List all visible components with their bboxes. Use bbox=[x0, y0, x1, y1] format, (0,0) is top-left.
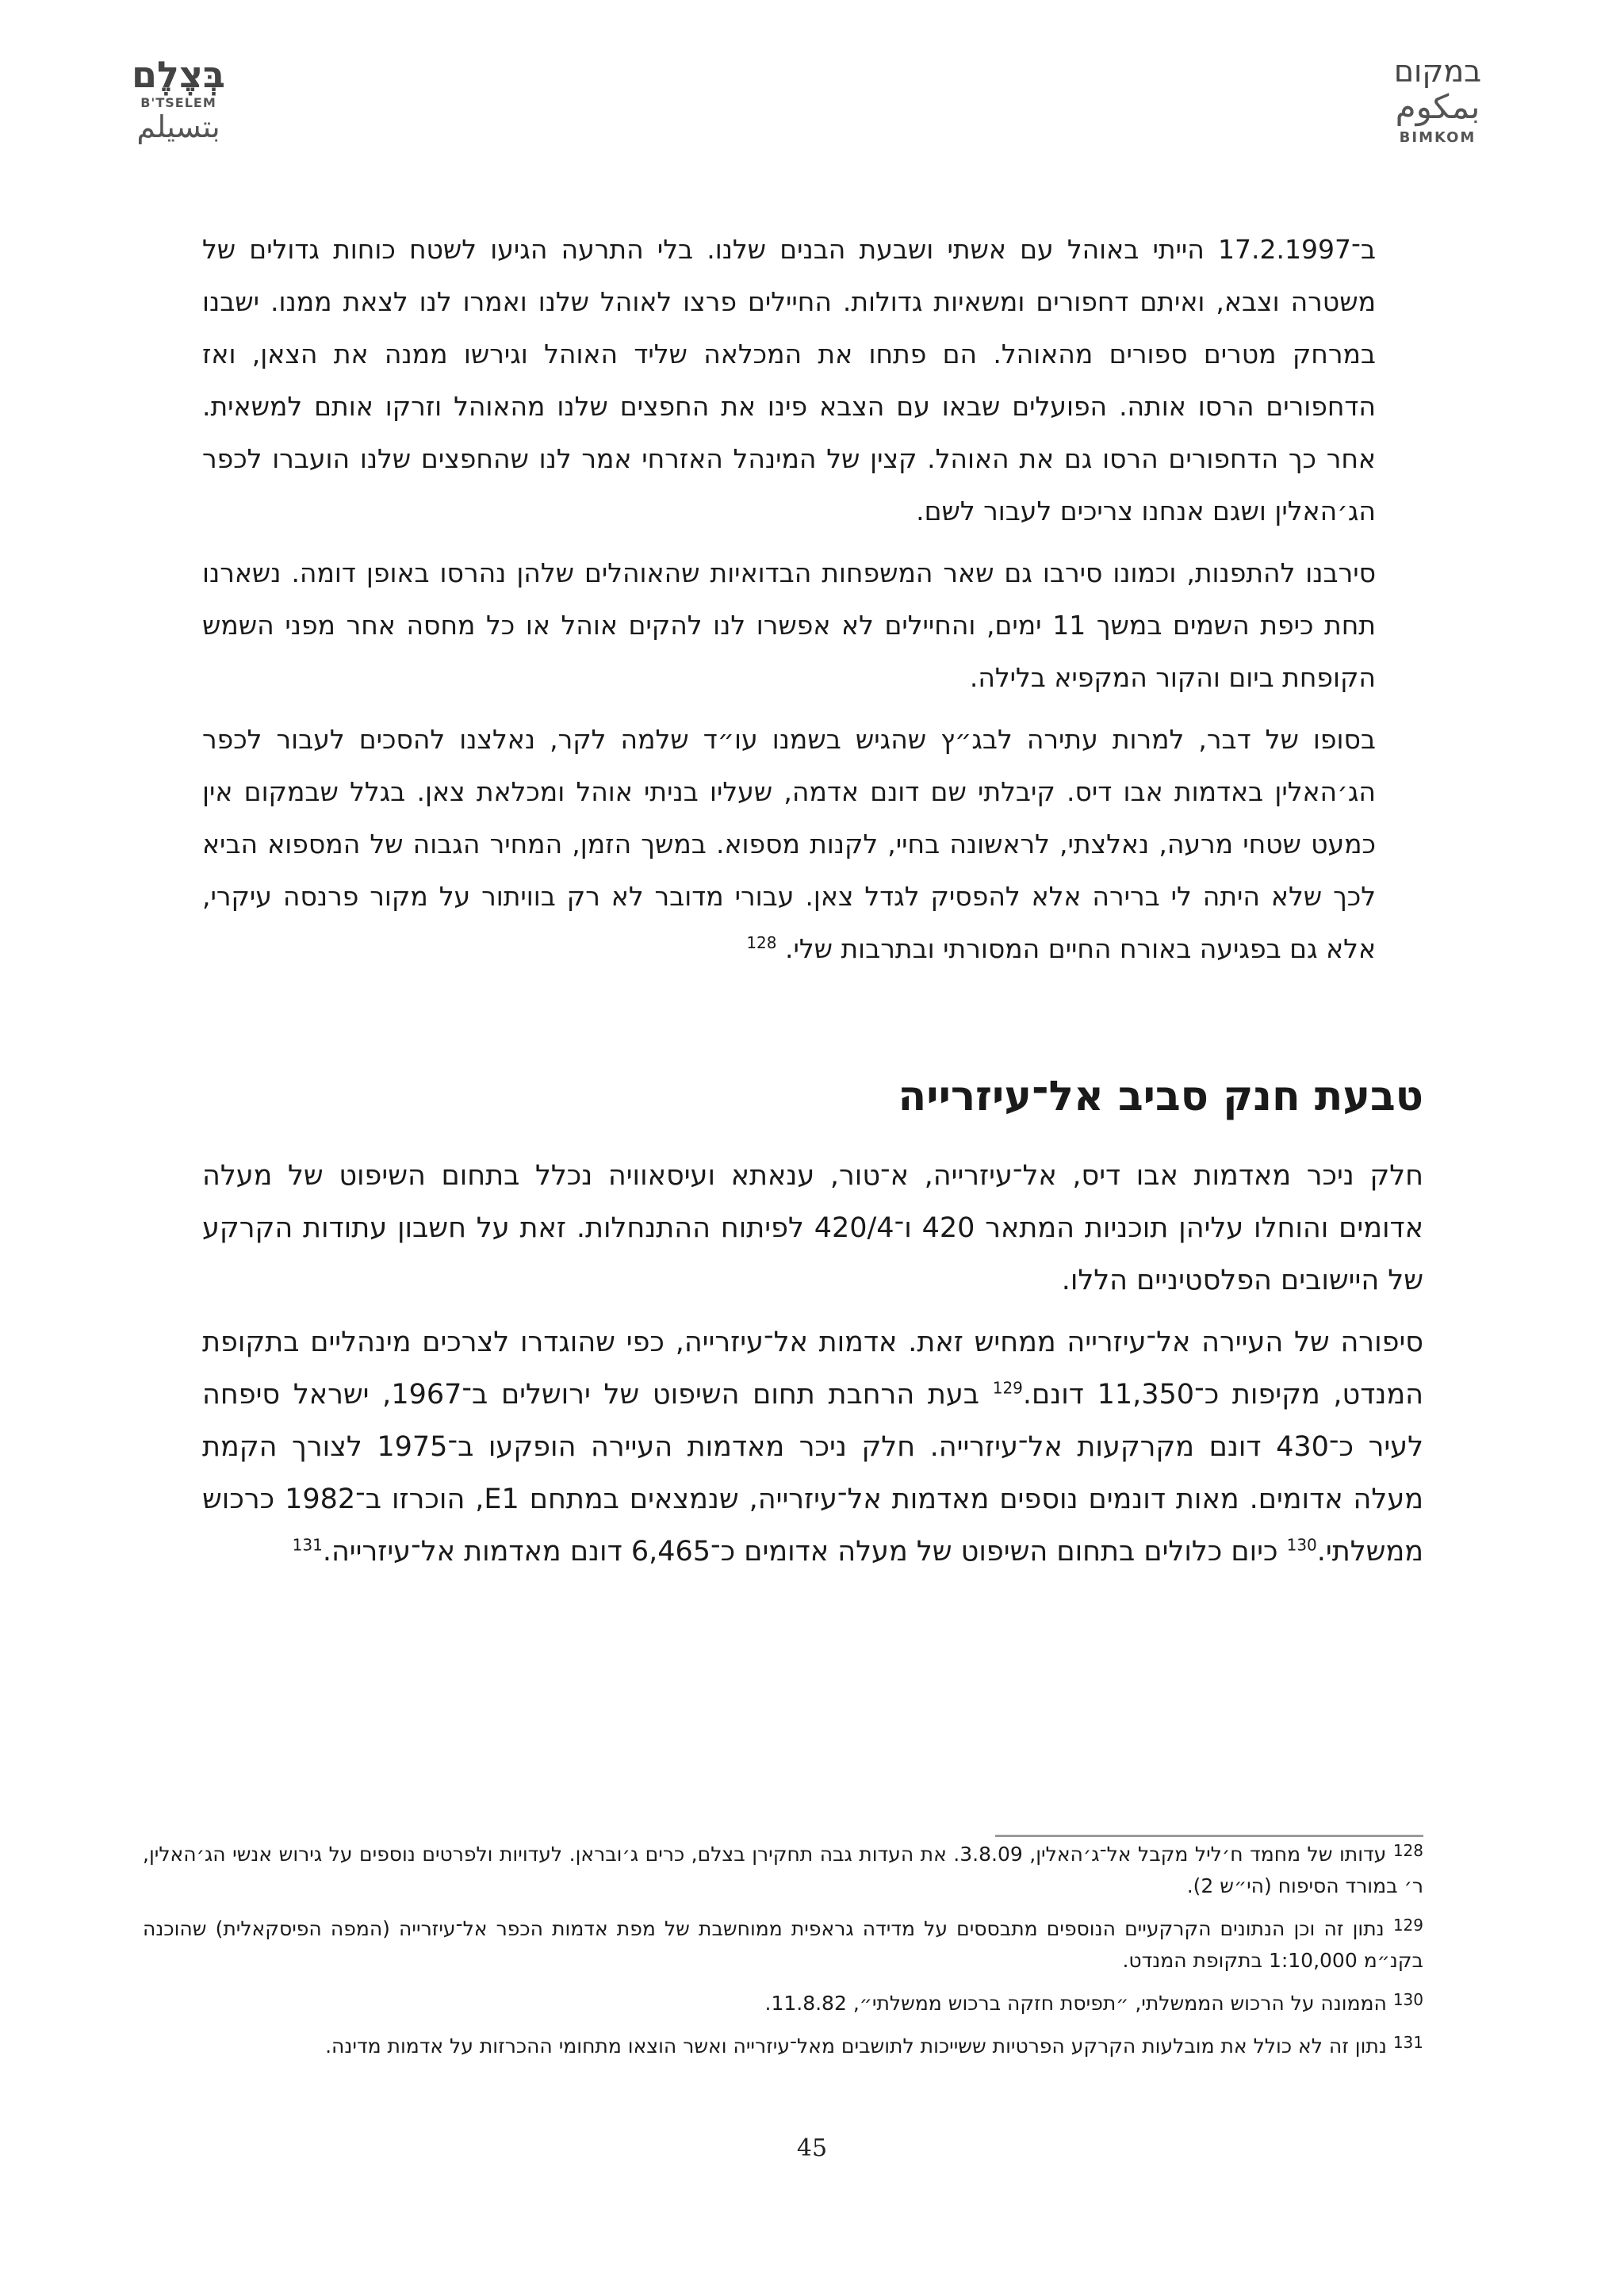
btselem-logo-english: B'TSELEM bbox=[140, 95, 216, 110]
section-paragraph-2-part-c: כיום כלולים בתחום השיפוט של מעלה אדומים כ־6,465 דונם מאדמות אל־עיזרייה. bbox=[322, 1536, 1287, 1568]
footnote-ref-130[interactable]: 130 bbox=[1286, 1535, 1317, 1555]
section-paragraph-1: חלק ניכר מאדמות אבו דיס, אל־עיזרייה, א־טור, ענאתא ועיסאוויה נכלל בתחום השיפוט של מעלה אדומים והוחלו עליהן תוכניות המתאר 420 ו־420/4 לפיתוח ההתנחלות. זאת על חשבון עתודות הקרקע של היישובים הפלסטיניים הללו. bbox=[202, 1160, 1424, 1296]
footnote-131 bbox=[143, 2031, 1423, 2062]
section-heading: טבעת חנק סביב אל־עיזרייה bbox=[898, 1073, 1423, 1120]
footnote-ref-129[interactable]: 129 bbox=[992, 1378, 1023, 1398]
footnote-number: 128 bbox=[1392, 1841, 1423, 1860]
footnote-number: 130 bbox=[1392, 1990, 1423, 2009]
testimony-quote bbox=[202, 224, 1376, 975]
section-paragraph-2 bbox=[202, 1316, 1423, 1578]
footnote-128 bbox=[143, 1839, 1423, 1902]
footnote-ref-131[interactable]: 131 bbox=[292, 1535, 323, 1555]
footnote-text: הממונה על הרכוש הממשלתי, ״תפיסת חזקה ברכוש ממשלתי״, 11.8.82. bbox=[764, 1992, 1387, 2015]
footnote-130 bbox=[143, 1988, 1423, 2019]
footnote-number: 129 bbox=[1392, 1916, 1423, 1935]
footnote-text: נתון זה לא כולל את מובלעות הקרקע הפרטיות ששייכות לתושבים מאל־עיזרייה ואשר הוצאו מתחומי ההכרזות על אדמות מדינה. bbox=[325, 2035, 1387, 2058]
page-number: 45 bbox=[796, 2134, 828, 2162]
quote-paragraph-3 bbox=[202, 714, 1376, 975]
bimkom-logo-english: BIMKOM bbox=[1399, 129, 1477, 146]
footnote-129 bbox=[143, 1913, 1423, 1977]
main-content bbox=[202, 224, 1423, 1587]
footnotes bbox=[143, 1839, 1423, 2073]
bimkom-logo bbox=[1370, 54, 1505, 146]
footnote-text: עדותו של מחמד ח׳ליל מקבל אל־ג׳האלין, 3.8.09. את העדות גבה תחקירן בצלם, כרים ג׳ובראן. לעדויות ולפרטים נוספים על גירוש אנשי הג׳האלין, ר׳ במורד הסיפוח (הי״ש 2). bbox=[143, 1843, 1423, 1897]
btselem-logo bbox=[119, 54, 238, 143]
footnote-divider bbox=[995, 1835, 1423, 1837]
btselem-logo-hebrew: בְּצֶלֶם bbox=[132, 53, 225, 96]
bimkom-logo-arabic: بمكوم bbox=[1395, 87, 1480, 126]
btselem-logo-arabic: بتسيلم bbox=[136, 109, 220, 144]
footnote-ref-128[interactable]: 128 bbox=[746, 933, 777, 952]
footnote-text: נתון זה וכן הנתונים הקרקעיים הנוספים מתבססים על מדידה גראפית ממוחשבת של מפת אדמות הכפר אל־עיזרייה (המפה הפיסקאלית) שהוכנה בקנ״מ 1:10,000 בתקופת המנדט. bbox=[143, 1917, 1423, 1972]
quote-paragraph-1: ב־17.2.1997 הייתי באוהל עם אשתי ושבעת הבנים שלנו. בלי התרעה הגיעו לשטח כוחות גדולים של משטרה וצבא, ואיתם דחפורים ומשאיות גדולות. החיילים פרצו לאוהל שלנו ואמרו לנו לצאת ממנו. ישבנו במרחק מטרים ספורים מהאוהל. הם פתחו את המכלאה שליד האוהל וגירשו ממנה את הצאן, ואז הדחפורים הרסו אותה. הפועלים שבאו עם הצבא פינו את החפצים שלנו מהאוהל וזרקו אותם למשאית. אחר כך הדחפורים הרסו גם את האוהל. קצין של המינהל האזרחי אמר לנו שהחפצים שלנו הועברו לכפר הג׳האלין ושגם אנחנו צריכים לעבור לשם. bbox=[202, 234, 1376, 526]
quote-paragraph-2: סירבנו להתפנות, וכמונו סירבו גם שאר המשפחות הבדואיות שהאוהלים שלהן נהרסו באופן דומה. נשארנו תחת כיפת השמים במשך 11 ימים, והחיילים לא אפשרו לנו להקים אוהל או כל מחסה אחר מפני השמש הקופחת ביום והקור המקפיא בלילה. bbox=[202, 557, 1376, 693]
quote-paragraph-3-text: בסופו של דבר, למרות עתירה לבג״ץ שהגיש בשמנו עו״ד שלמה לקר, נאלצנו להסכים לעבור לכפר הג׳האלין באדמות אבו דיס. קיבלתי שם דונם אדמה, שעליו בניתי אוהל ומכלאת צאן. בגלל שבמקום אין כמעט שטחי מרעה, נאלצתי, לראשונה בחיי, לקנות מספוא. במשך הזמן, המחיר הגבוה של המספוא הביא לכך שלא היתה לי ברירה אלא להפסיק לגדל צאן. עבורי מדובר לא רק בוויתור על מקור פרנסה עיקרי, אלא גם בפגיעה באורח החיים המסורתי ובתרבות שלי. bbox=[202, 724, 1376, 964]
footnote-number: 131 bbox=[1392, 2033, 1423, 2052]
section-paragraph-2-part-a: סיפורה של העיירה אל־עיזרייה ממחיש זאת. אדמות אל־עיזרייה, כפי שהוגדרו לצרכים מינהליים בתקופת המנדט, מקיפות כ־11,350 דונם. bbox=[202, 1326, 1423, 1411]
bimkom-logo-hebrew: במקום bbox=[1393, 54, 1482, 89]
section-paragraph-2-part-b: בעת הרחבת תחום השיפוט של ירושלים ב־1967, ישראל סיפחה לעיר כ־430 דונם מקרקעות אל־עיזרייה. חלק ניכר מאדמות העיירה הופקעו ב־1975 לצורך הקמת מעלה אדומים. מאות דונמים נוספים מאדמות אל־עיזרייה, שנמצאים במתחם E1, הוכרזו ב־1982 כרכוש ממשלתי. bbox=[202, 1379, 1424, 1568]
